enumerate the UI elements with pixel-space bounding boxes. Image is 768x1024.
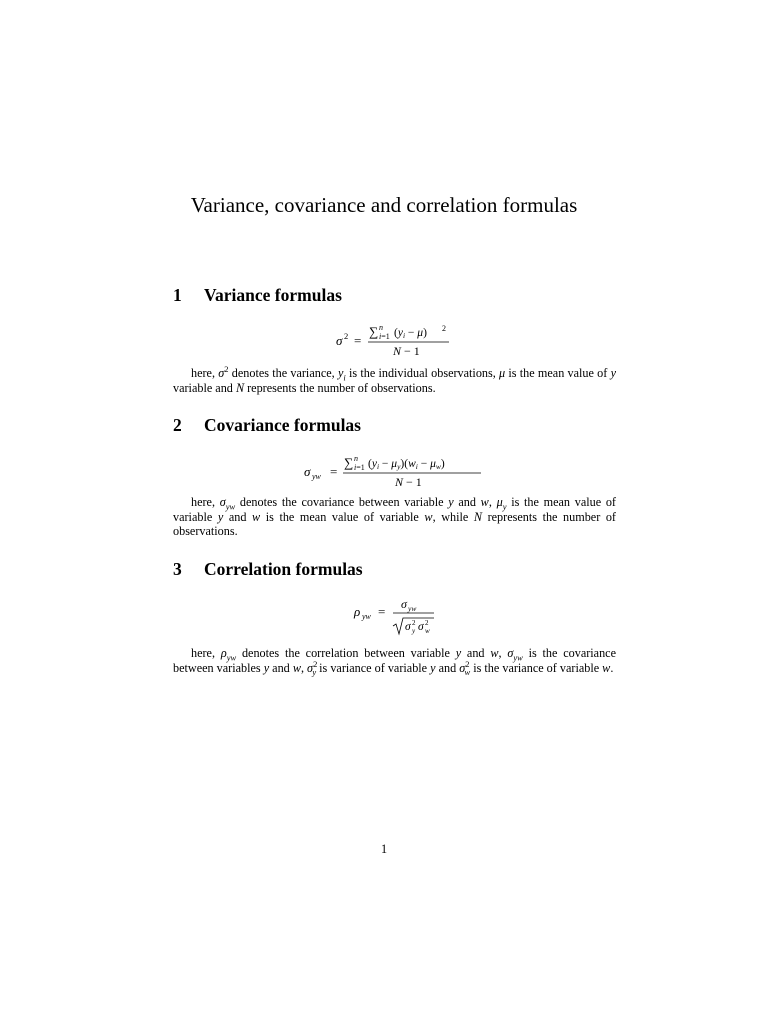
svg-text:2: 2 bbox=[412, 619, 416, 627]
section-3-number: 3 bbox=[173, 559, 182, 579]
svg-text:yw: yw bbox=[408, 604, 417, 613]
svg-text:w: w bbox=[425, 627, 430, 635]
variance-formula bbox=[330, 318, 460, 360]
svg-text:y: y bbox=[412, 627, 416, 635]
svg-text:i=1: i=1 bbox=[354, 463, 365, 472]
svg-text:2: 2 bbox=[344, 331, 349, 341]
section-2-heading bbox=[173, 415, 361, 436]
section-3-heading bbox=[173, 559, 363, 580]
page-number: 1 bbox=[380, 842, 388, 856]
document-title: Variance, covariance and correlation formulas bbox=[190, 193, 578, 217]
svg-text:2: 2 bbox=[425, 619, 429, 627]
svg-text:n: n bbox=[354, 454, 358, 463]
section-1-title: Variance formulas bbox=[204, 285, 342, 305]
svg-text:∑: ∑ bbox=[369, 324, 379, 339]
svg-text:σ: σ bbox=[304, 464, 311, 479]
svg-text:N − 1: N − 1 bbox=[393, 344, 420, 358]
covariance-formula bbox=[300, 450, 490, 490]
svg-text:ρ: ρ bbox=[354, 604, 361, 619]
svg-text:n: n bbox=[379, 323, 383, 332]
svg-text:yw: yw bbox=[312, 472, 321, 481]
svg-text:∑: ∑ bbox=[344, 455, 354, 470]
svg-text:i=1: i=1 bbox=[379, 332, 390, 341]
svg-text:=: = bbox=[354, 333, 362, 348]
svg-text:2: 2 bbox=[442, 324, 446, 333]
svg-text:=: = bbox=[378, 604, 386, 619]
svg-text:(yi − μ): (yi − μ) bbox=[394, 327, 427, 340]
section-3-title: Correlation formulas bbox=[204, 559, 363, 579]
svg-text:yw: yw bbox=[362, 612, 371, 621]
svg-text:(yi − μy)(wi − μw): (yi − μy)(wi − μw) bbox=[368, 458, 445, 471]
svg-text:σ: σ bbox=[336, 333, 343, 348]
svg-text:N − 1: N − 1 bbox=[395, 475, 422, 489]
svg-text:σ: σ bbox=[405, 621, 411, 633]
section-2-title: Covariance formulas bbox=[204, 415, 361, 435]
section-2-paragraph: here, $\sigma_{yw}$ denotes the covariance between variable y and w, $\mu_y$ is the mean value of variable y and w is the mean value of variable w, while N represents the number of observations. bbox=[173, 495, 616, 539]
correlation-formula bbox=[350, 594, 445, 640]
svg-text:σ: σ bbox=[418, 621, 424, 633]
section-1-heading bbox=[173, 285, 342, 306]
section-1-paragraph: here, $\sigma^2$ denotes the variance, $y_i$ is the individual observations, μ is the mean value of y variable and N represents the number of observations. bbox=[173, 363, 616, 395]
svg-text:σ: σ bbox=[401, 597, 407, 611]
section-3-paragraph: here, $\rho_{yw}$ denotes the correlation between variable y and w, $\sigma_{yw}$ is the covariance between variables y and w, $\sigma^2_y$ is variance of variable y and $\sigma^2_w$ is the variance of variable w. bbox=[173, 646, 616, 678]
svg-text:=: = bbox=[330, 464, 338, 479]
section-2-number: 2 bbox=[173, 415, 182, 435]
section-1-number: 1 bbox=[173, 285, 182, 305]
